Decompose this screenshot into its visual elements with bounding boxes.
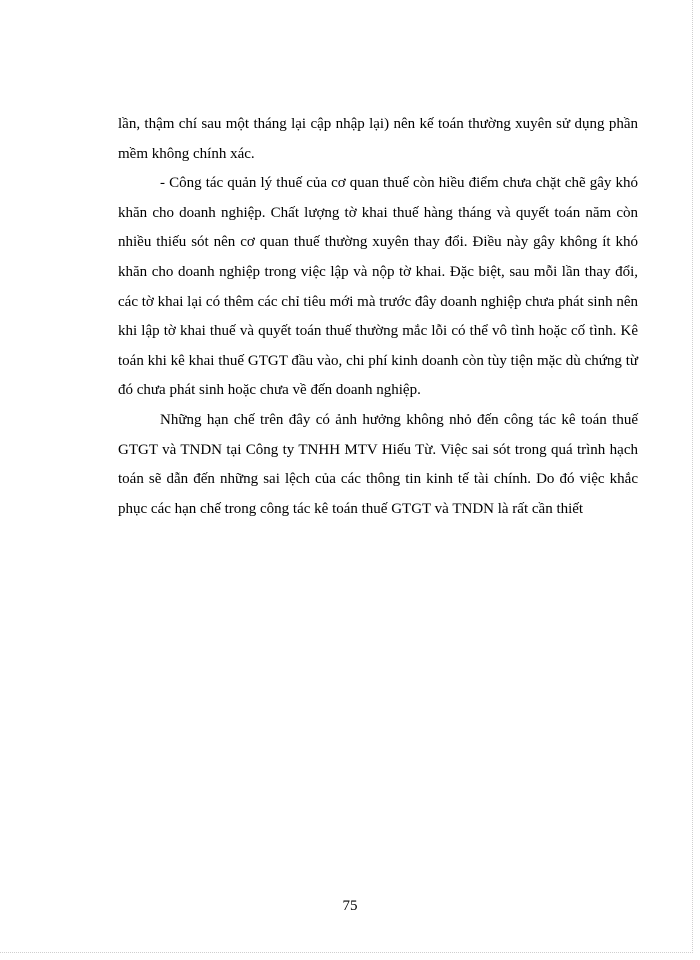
- body-text: [118, 110, 638, 524]
- paragraph-tax-management: - Công tác quản lý thuế của cơ quan thuế còn hiều điểm chưa chặt chẽ gây khó khăn cho doanh nghiệp. Chất lượng tờ khai thuế hàng tháng và quyết toán năm còn nhiều thiếu sót nên cơ quan thuế thường xuyên thay đổi. Điều này gây không ít khó khăn cho doanh nghiệp trong việc lập và nộp tờ khai. Đặc biệt, sau mỗi lần thay đổi, các tờ khai lại có thêm các chỉ tiêu mới mà trước đây doanh nghiệp chưa phát sinh nên khi lập tờ khai thuế và quyết toán thuế thường mắc lỗi có thể vô tình hoặc cố tình. Kê toán khi kê khai thuế GTGT đầu vào, chi phí kinh doanh còn tùy tiện mặc dù chứng từ đó chưa phát sinh hoặc chưa về đến doanh nghiệp.: [118, 175, 638, 399]
- page-number: 75: [342, 898, 358, 914]
- paragraph-limitations-conclusion: Những hạn chế trên đây có ảnh hưởng không nhỏ đến công tác kê toán thuế GTGT và TNDN tại Công ty TNHH MTV Hiếu Từ. Việc sai sót trong quá trình hạch toán sẽ dẫn đến những sai lệch của các thông tin kinh tế tài chính. Do đó việc khắc phục các hạn chế trong công tác kê toán thuế GTGT và TNDN là rất cần thiết: [118, 411, 638, 517]
- paragraph-continuation: lần, thậm chí sau một tháng lại cập nhập lại) nên kế toán thường xuyên sử dụng phần mềm không chính xác.: [118, 116, 638, 162]
